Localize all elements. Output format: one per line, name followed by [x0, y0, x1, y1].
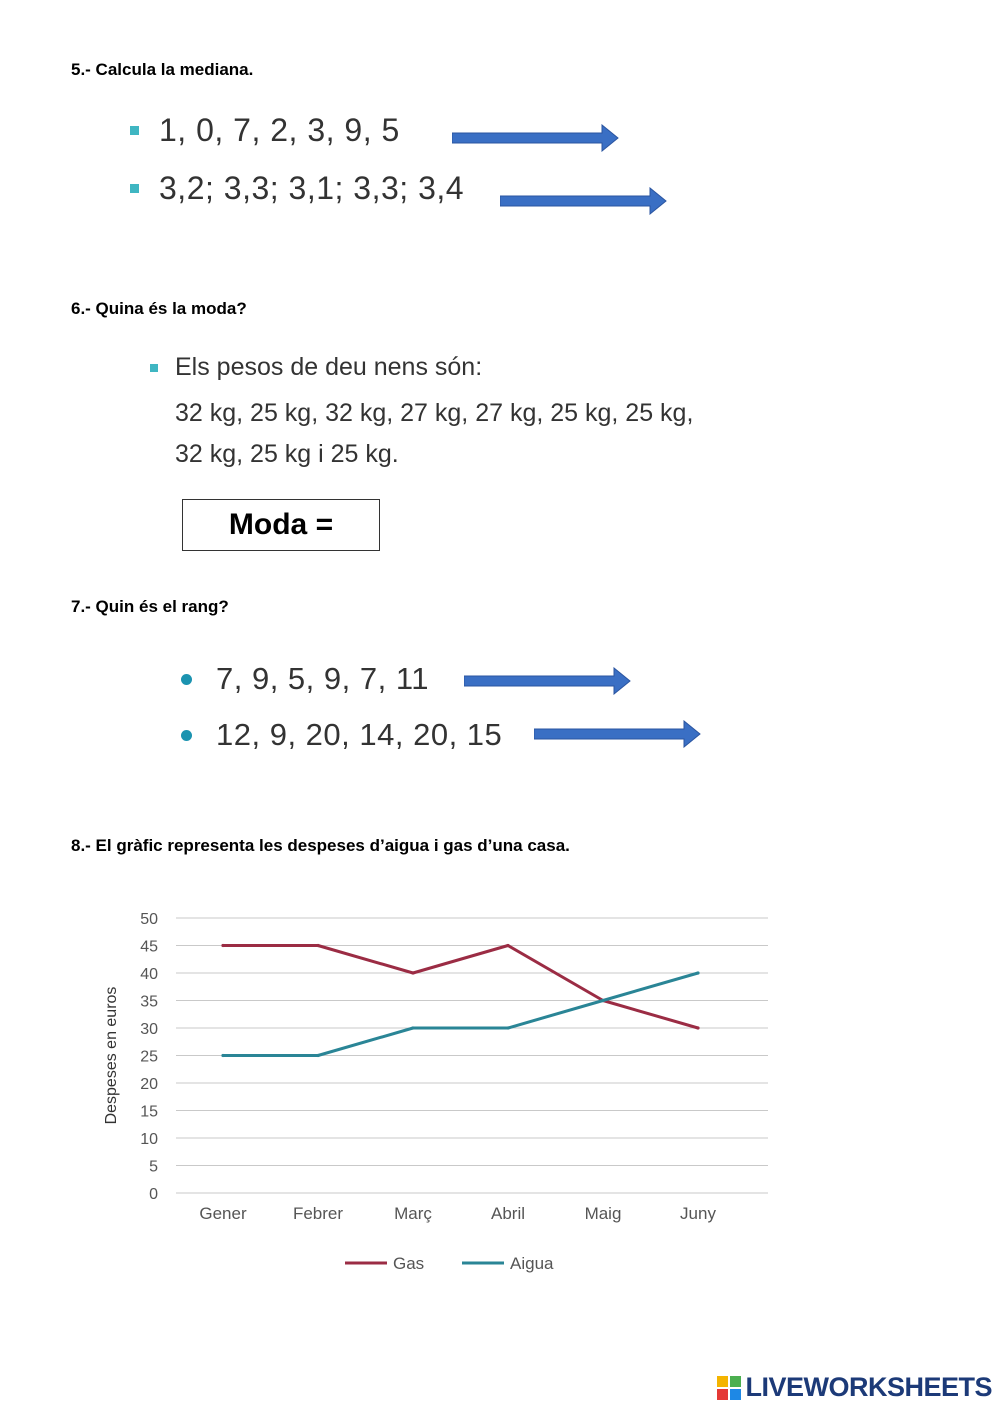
x-tick-label: Abril	[490, 1204, 526, 1223]
q7-item-1-text: 7, 9, 5, 9, 7, 11	[216, 661, 430, 696]
y-tick-label: 25	[140, 1048, 158, 1066]
y-tick-label: 50	[140, 911, 158, 928]
q5-title: 5.- Calcula la mediana.	[71, 60, 254, 79]
y-tick-label: 0	[149, 1186, 158, 1203]
q7-title: 7.- Quin és el rang?	[71, 597, 229, 616]
q6-weights-line-1: 32 kg, 25 kg, 32 kg, 27 kg, 27 kg, 25 kg, 25 kg,	[175, 399, 694, 427]
data-point-gas	[221, 944, 224, 947]
arrow-icon	[452, 124, 620, 152]
brand-text: LIVEWORKSHEETS	[745, 1372, 992, 1402]
y-tick-label: 5	[149, 1158, 158, 1176]
data-point-aigua	[696, 971, 699, 974]
legend-label-aigua: Aigua	[510, 1254, 554, 1273]
q6-intro-text: Els pesos de deu nens són:	[175, 353, 483, 381]
series-line-aigua	[223, 973, 698, 1056]
legend-label-gas: Gas	[393, 1254, 425, 1273]
data-point-aigua	[221, 1054, 224, 1057]
data-point-aigua	[601, 999, 604, 1002]
y-tick-label: 35	[140, 993, 158, 1011]
y-tick-label: 45	[140, 938, 158, 956]
q6-weights-line-2: 32 kg, 25 kg i 25 kg.	[175, 440, 399, 468]
data-point-aigua	[506, 1026, 509, 1029]
data-point-gas	[411, 971, 414, 974]
arrow-icon	[500, 187, 668, 215]
y-tick-label: 20	[140, 1076, 158, 1093]
y-tick-label: 30	[140, 1021, 158, 1038]
moda-answer-box[interactable]	[182, 499, 380, 551]
y-tick-label: 15	[140, 1103, 158, 1121]
series-line-gas	[223, 946, 698, 1029]
x-tick-label: Juny	[680, 1204, 716, 1223]
q6-intro	[150, 353, 482, 382]
q5-item-1	[130, 112, 400, 149]
square-bullet-icon	[130, 126, 139, 135]
logo-icon	[717, 1376, 741, 1400]
q7-item-1	[181, 661, 429, 697]
q7-item-2-text: 12, 9, 20, 14, 20, 15	[216, 717, 503, 752]
expenses-line-chart	[90, 895, 790, 1295]
q5-item-2-text: 3,2; 3,3; 3,1; 3,3; 3,4	[159, 170, 465, 206]
arrow-icon	[534, 720, 702, 748]
data-point-gas	[506, 944, 509, 947]
data-point-aigua	[411, 1026, 414, 1029]
y-tick-label: 40	[140, 966, 158, 983]
y-tick-label: 10	[140, 1131, 158, 1148]
square-bullet-icon	[150, 364, 158, 372]
liveworksheets-logo	[717, 1372, 992, 1403]
circle-bullet-icon	[181, 674, 192, 685]
x-tick-label: Gener	[199, 1204, 247, 1223]
y-axis-label: Despeses en euros	[103, 986, 120, 1125]
q8-title: 8.- El gràfic representa les despeses d’aigua i gas d’una casa.	[71, 836, 570, 855]
circle-bullet-icon	[181, 730, 192, 741]
arrow-icon	[464, 667, 632, 695]
x-tick-label: Març	[394, 1204, 432, 1223]
q7-item-2	[181, 717, 502, 753]
square-bullet-icon	[130, 184, 139, 193]
data-point-aigua	[316, 1054, 319, 1057]
q6-title: 6.- Quina és la moda?	[71, 299, 247, 318]
q5-item-1-text: 1, 0, 7, 2, 3, 9, 5	[159, 112, 400, 148]
data-point-gas	[696, 1026, 699, 1029]
x-tick-label: Maig	[584, 1204, 622, 1223]
q5-item-2	[130, 170, 464, 207]
data-point-gas	[316, 944, 319, 947]
x-tick-label: Febrer	[292, 1204, 344, 1223]
moda-label: Moda =	[228, 508, 334, 541]
